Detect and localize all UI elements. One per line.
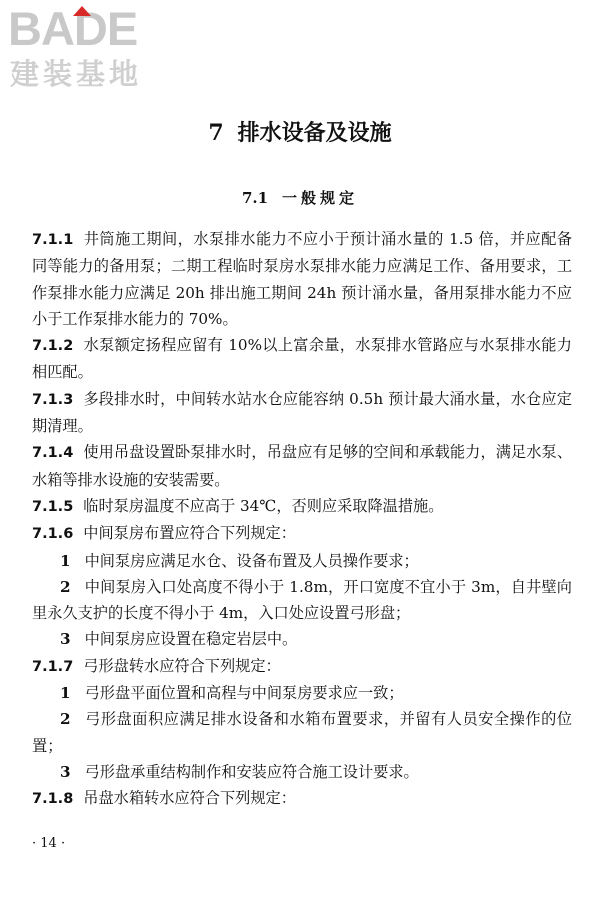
item-text: 中间泵房入口处高度不得小于 1.8m，开口宽度不宜小于 3m，自井壁向里永久支护的长度不得小于 4m，入口处应设置弓形盘； [32,577,572,623]
section-title [0,186,600,210]
item-text: 弓形盘平面位置和高程与中间泵房要求应一致； [84,684,404,703]
clause-text: 多段排水时，中间转水站水仓应能容纳 0.5h 预计最大涌水量，水仓应定期清理。 [32,389,572,436]
body-content [32,226,572,813]
list-item [32,548,572,574]
item-number: 2 [60,577,71,596]
clause-text: 吊盘水箱转水应符合下列规定： [83,789,296,808]
clause-7-1-7 [32,653,572,680]
list-item [32,759,572,785]
section-title-text: 一般规定 [282,189,359,207]
clause-number: 7.1.5 [32,498,74,515]
page-number: · 14 · [32,836,66,851]
clause-number: 7.1.7 [32,658,74,675]
clause-text: 井筒施工期间，水泵排水能力不应小于预计涌水量的 1.5 倍，并应配备同等能力的备用泵；二期工程临时泵房水泵排水能力应满足工作、备用要求，工作泵排水能力应满足 20h 排出施工期间 24h 预计涌水量，备用泵排水能力不应小于工作泵排水能力的 70%。 [32,230,572,328]
clause-text: 弓形盘转水应符合下列规定： [83,656,281,675]
clause-number: 7.1.2 [32,338,74,355]
clause-7-1-6 [32,520,572,547]
clause-number: 7.1.4 [32,445,74,462]
list-item [32,574,572,627]
logo-brand: BADE [8,2,138,55]
clause-text: 中间泵房布置应符合下列规定： [83,524,296,543]
chapter-number: 7 [208,120,224,146]
logo-subtitle: 建装基地 [10,57,143,91]
item-text: 中间泵房应满足水仓、设备布置及人员操作要求； [84,551,419,570]
clause-7-1-3 [32,386,572,440]
item-text: 弓形盘承重结构制作和安装应符合施工设计要求。 [84,762,419,781]
item-number: 2 [60,710,71,729]
clause-7-1-4 [32,439,572,493]
list-item [32,680,572,706]
clause-7-1-2 [32,332,572,386]
item-text: 中间泵房应设置在稳定岩层中。 [84,630,298,649]
chapter-title-text: 排水设备及设施 [237,120,392,146]
clause-number: 7.1.8 [32,791,74,808]
item-number: 1 [60,551,71,570]
item-text: 弓形盘面积应满足排水设备和水箱布置要求，并留有人员安全操作的位置； [32,710,572,755]
clause-number: 7.1.1 [32,232,74,248]
item-number: 3 [60,630,71,649]
clause-text: 临时泵房温度不应高于 34℃，否则应采取降温措施。 [83,496,444,515]
clause-7-1-8 [32,785,572,812]
logo-accent-triangle [73,6,91,16]
list-item [32,626,572,652]
chapter-title [0,118,600,148]
clause-number: 7.1.6 [32,526,74,543]
clause-7-1-1 [32,226,572,332]
clause-text: 水泵额定扬程应留有 10%以上富余量，水泵排水管路应与水泵排水能力相匹配。 [32,336,572,382]
item-number: 3 [60,762,71,781]
list-item [32,706,572,759]
clause-number: 7.1.3 [32,391,74,408]
clause-7-1-5 [32,493,572,520]
section-number: 7.1 [241,189,269,207]
clause-text: 使用吊盘设置卧泵排水时，吊盘应有足够的空间和承载能力，满足水泵、水箱等排水设施的安装需要。 [32,443,572,489]
item-number: 1 [60,684,71,703]
watermark-logo [8,4,188,96]
